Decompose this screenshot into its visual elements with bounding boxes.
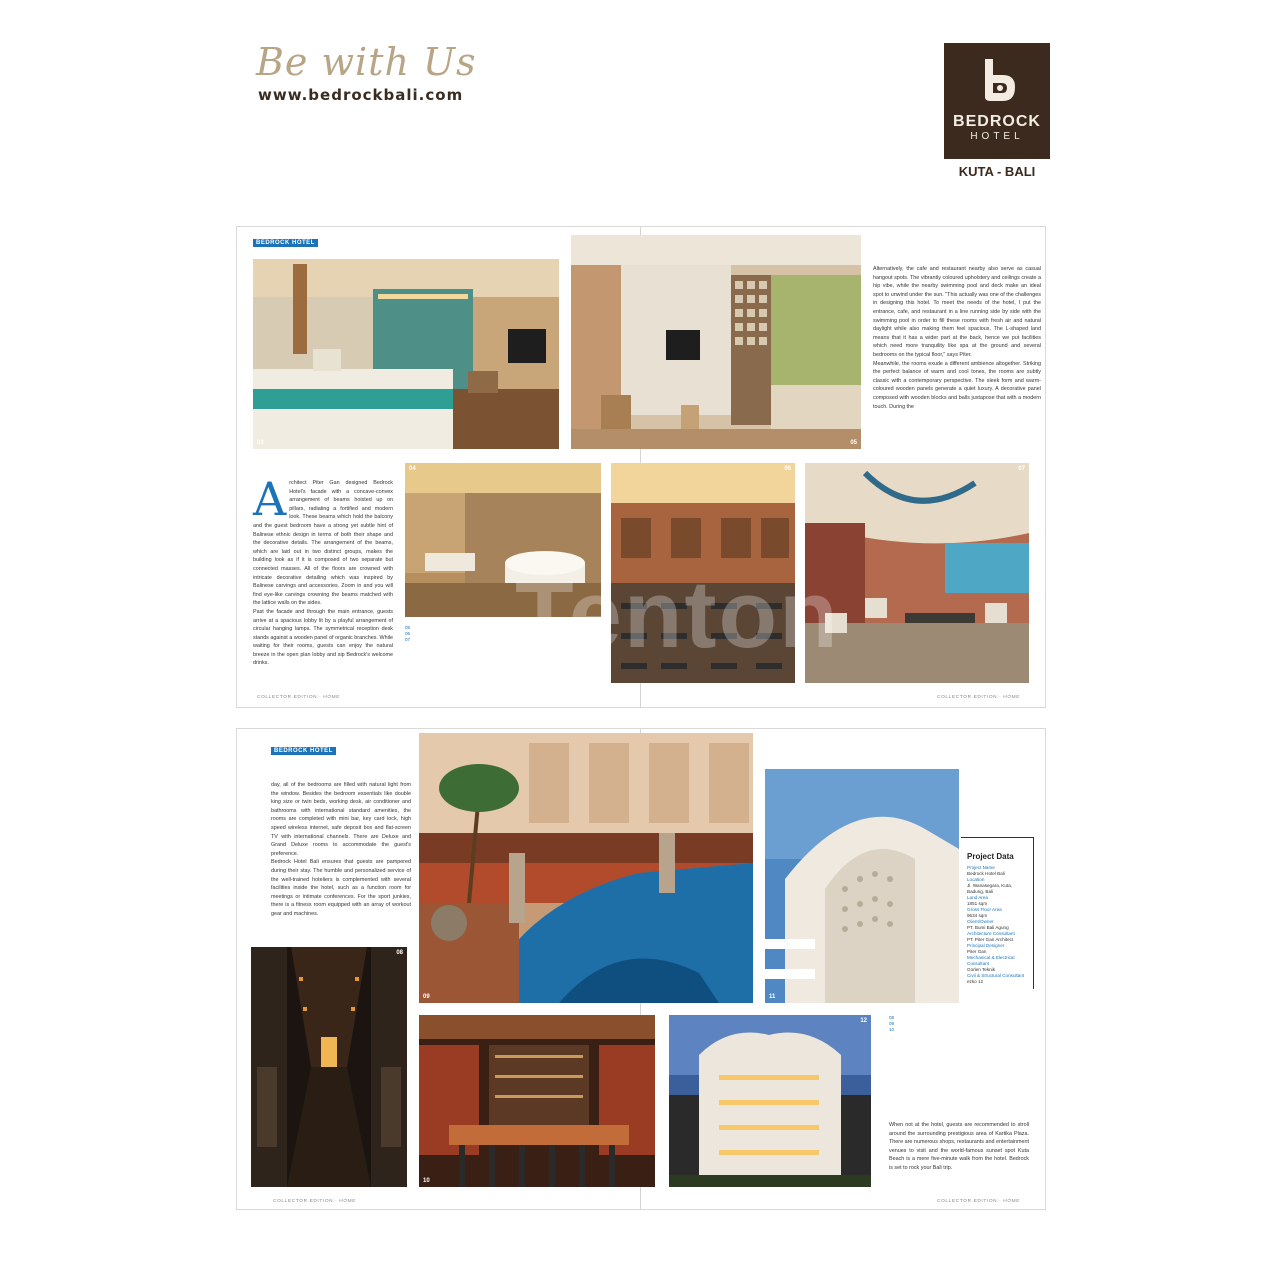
article-text-right xyxy=(873,265,1041,411)
project-data-value: Piter Gan xyxy=(967,949,987,954)
photo-number: 07 xyxy=(1018,466,1025,472)
photo-number: 03 xyxy=(257,440,264,446)
project-data-value: Bedrock Hotel Bali xyxy=(967,871,1005,876)
photo-number: 05 xyxy=(850,440,857,446)
project-data-key: Client/Owner xyxy=(967,919,994,924)
caption-number: 07 xyxy=(405,637,411,643)
caption-number: 05 xyxy=(405,625,411,630)
folio-right: COLLECTOR EDITION · HOME xyxy=(937,1199,1021,1204)
logo-name: BEDROCK xyxy=(953,113,1041,130)
facade-detail-photo xyxy=(765,769,959,1003)
corridor-photo xyxy=(251,947,407,1187)
article-paragraph: Past the facade and through the main entrance, guests arrive at a spacious lobby lit by a playful arrangement of circular hanging lamps. The symmetrical reception desk stands against a wooden panel of organic branches. While waiting for their rooms, guests can enjoy the natural breeze in the open plan lobby and sip Bedrock's welcome drinks. xyxy=(253,608,393,667)
folio-right: COLLECTOR EDITION · HOME xyxy=(937,695,1021,700)
project-data-list xyxy=(967,865,1029,985)
watermark: Tenton xyxy=(515,561,840,668)
project-data-key: Location xyxy=(967,877,985,882)
photo-number: 12 xyxy=(860,1018,867,1024)
drop-cap: A xyxy=(253,472,287,526)
project-data-key: Principal Designer xyxy=(967,943,1005,948)
article-text-closing: When not at the hotel, guests are recommended to stroll around the surrounding prestigious area of Kartika Plaza. There are numerous shops, restaurants and entertainment venues to visit and the world-famous sunset spot Kuta Beach is a mere five-minute walk from the hotel. Bedrock is set to rock your Bali trip. xyxy=(889,1122,1029,1171)
website-url[interactable]: www.bedrockbali.com xyxy=(258,86,464,104)
project-data-key: Architecture Consultant xyxy=(967,931,1015,936)
logo-location: KUTA - BALI xyxy=(958,164,1036,179)
project-data-value: PT. Bumi Bali Agung xyxy=(967,925,1009,930)
project-data-key: Project Name xyxy=(967,865,995,870)
logo-sub: HOTEL xyxy=(970,131,1024,142)
project-data-value: 9634 sqm xyxy=(967,913,988,918)
article-paragraph: rchitect Piter Gan designed Bedrock Hotel's facade with a concave-convex arrangement of beams hoisted up on pillars, radiating a fortified and modern look. These beams which hold the balcony and the guest bedroom have a strong yet subtle hint of Balinese ethnic design in terms of both their shape and the decorative details. The arrangement of the beams, which are laid out in two distinct groups, makes the building look as if it is composed of two separate but connected masses. All of the floors are crowned with intricate decorative detailing which was inspired by Balinese carvings and accessories. Zoom in and you will find eye-like carvings crowning the beams matched with the lattice walls on the sides. xyxy=(253,480,393,607)
project-data-key: Mechanical & Electrical Consultant xyxy=(967,955,1015,966)
photo-number: 10 xyxy=(423,1178,430,1184)
article-paragraph: Alternatively, the cafe and restaurant nearby also serve as casual hangout spots. The vibrantly coloured upholstery and ceilings create a hip vibe, while the nearby swimming pool and deck make an ideal spot to unwind under the sun. "This actually was one of the challenges in designing this hotel. To meet the needs of the hotel, I put the entrance, cafe, and restaurant in a line running side by side with the swimming pool in order to fill these rooms with fresh air and natural daylight while also making them feel spacious. The L-shaped land means that it has a wider part at the back, hence we put facilities which need more tranquility like spa at the ground and several bedrooms on the typical floor," says Piter. xyxy=(873,266,1041,358)
photo-number: 08 xyxy=(396,950,403,956)
caption-number: 08 xyxy=(889,1015,895,1020)
project-data-value: 1851 sqm xyxy=(967,901,988,906)
photo-number: 09 xyxy=(423,994,430,1000)
article-paragraph: day, all of the bedrooms are filled with natural light from the window. Besides the bedroom essentials like double king size or twin beds, working desk, air conditioner and bathrooms with international standard amenities, the rooms are completed with mini bar, key card lock, high speed wireless internet, safe deposit box and flat-screen TV with international channels. There are Deluxe and Grand Deluxe rooms to accommodate the guest's preference. xyxy=(271,782,411,857)
bedroom-photo xyxy=(253,259,559,449)
bedrock-logo xyxy=(944,43,1050,159)
article-text-left xyxy=(271,781,411,919)
pool-photo xyxy=(419,733,753,1003)
project-data-box xyxy=(961,837,1034,989)
project-data-key: Land Area xyxy=(967,895,988,900)
article-paragraph: Bedrock Hotel Bali ensures that guests are pampered during their stay. The humble and personalized service of the well-trained hoteliers is complemented with several facilities inside the hotel, such as a function room for meetings or intimate conferences. For the sport junkies, there is a fitness room equipped with an array of workout gear and machines. xyxy=(271,859,411,917)
section-tag: BEDROCK HOTEL xyxy=(253,239,318,247)
bar-photo xyxy=(419,1015,655,1187)
article-intro xyxy=(253,472,393,668)
exterior-photo xyxy=(669,1015,871,1187)
guestroom-photo xyxy=(571,235,861,449)
photo-number: 11 xyxy=(769,994,776,1000)
tagline: Be with Us xyxy=(256,40,477,84)
article-paragraph: Meanwhile, the rooms exude a different ambience altogether. Striking the perfect balance of warm and cool tones, the rooms are subtly classic with a contemporary perspective. The sleek form and warm-coloured wooden panels generate a quiet luxury. A decorative panel composed with wooden blocks and balls juxtapose that with a modern touch. During the xyxy=(873,360,1041,410)
section-tag: BEDROCK HOTEL xyxy=(271,747,336,755)
caption-number: 10 xyxy=(889,1027,895,1033)
project-data-key: Civil & Structural Consultant xyxy=(967,973,1025,978)
project-data-value: ezko 12 xyxy=(967,979,984,984)
photo-number: 06 xyxy=(784,466,791,472)
photo-captions xyxy=(889,1015,959,1034)
project-data-title: Project Data xyxy=(967,852,1014,861)
magazine-spread-2 xyxy=(236,728,1046,1210)
project-data-key: Gross Floor Area xyxy=(967,907,1002,912)
folio-left: COLLECTOR EDITION · HOME xyxy=(257,695,341,700)
photo-number: 04 xyxy=(409,466,416,472)
project-data-value: Gorlen Teknik xyxy=(967,967,996,972)
folio-left: COLLECTOR EDITION · HOME xyxy=(273,1199,357,1204)
project-data-value: Jl. Wanasegara, Kuta, Badung, Bali xyxy=(967,883,1013,894)
bedrock-b-icon xyxy=(977,57,1017,103)
caption-number: 06 xyxy=(405,631,411,637)
project-data-value: PT. Piter Gan Architect xyxy=(967,937,1014,942)
caption-number: 09 xyxy=(889,1021,895,1027)
